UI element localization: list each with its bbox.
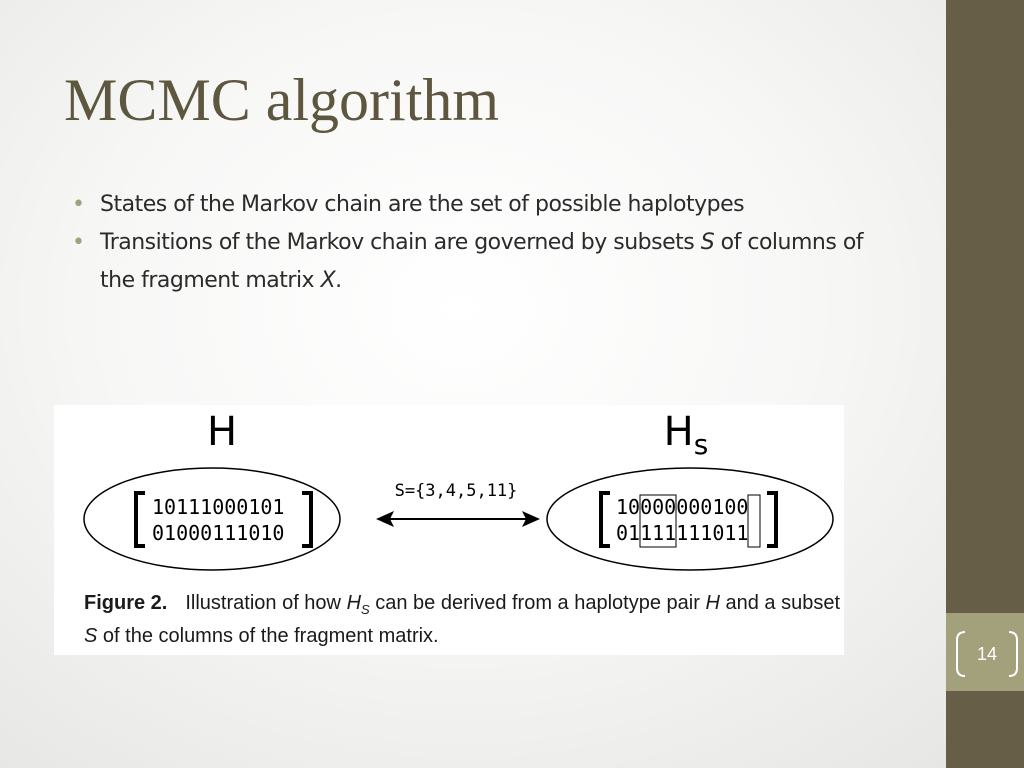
bullet-list xyxy=(70,186,900,300)
caption-s: S xyxy=(84,625,98,647)
bullet-text-part: of columns of the fragment matrix xyxy=(100,230,864,293)
bullet-text-part: Transitions of the Markov chain are governed by subsets xyxy=(100,230,701,255)
left-bracket-close xyxy=(302,493,311,546)
label-hs-main: H xyxy=(663,409,694,455)
caption-text: of the columns of the fragment matrix. xyxy=(97,625,439,647)
caption-text: and a subset xyxy=(719,592,840,614)
left-bracket-open xyxy=(136,493,145,546)
figure-diagram xyxy=(54,405,844,590)
label-h: H xyxy=(206,409,238,455)
left-matrix-row: 01000111010 xyxy=(152,521,285,545)
page-number: 14 xyxy=(976,644,998,664)
slide-title: MCMC algorithm xyxy=(64,67,500,133)
right-matrix-row: 01111111011 xyxy=(616,521,749,545)
bullet-item xyxy=(70,186,900,224)
right-bracket-close xyxy=(767,493,776,546)
label-hs xyxy=(664,409,709,461)
variable-x: X xyxy=(320,268,336,293)
bullet-item xyxy=(70,224,900,300)
left-ellipse xyxy=(84,468,340,570)
figure-caption xyxy=(84,590,844,649)
caption-label: Figure 2. xyxy=(84,592,168,614)
subset-label: S={3,4,5,11} xyxy=(394,481,518,501)
caption-h: H xyxy=(705,592,720,614)
bullet-text: States of the Markov chain are the set of possible haplotypes xyxy=(100,192,745,217)
label-hs-sub: s xyxy=(693,428,709,461)
variable-s: S xyxy=(700,230,715,255)
right-bracket-open xyxy=(601,493,610,546)
caption-text: Illustration of how xyxy=(185,592,347,614)
highlight-column-11 xyxy=(748,495,760,547)
caption-hs: $H_S$ xyxy=(346,592,370,617)
bullet-text-part: . xyxy=(335,268,342,293)
caption-text: can be derived from a haplotype pair xyxy=(369,592,706,614)
left-matrix-row: 10111000101 xyxy=(152,495,285,519)
right-matrix-row: 10000000100 xyxy=(616,495,749,519)
right-ellipse xyxy=(547,468,833,570)
